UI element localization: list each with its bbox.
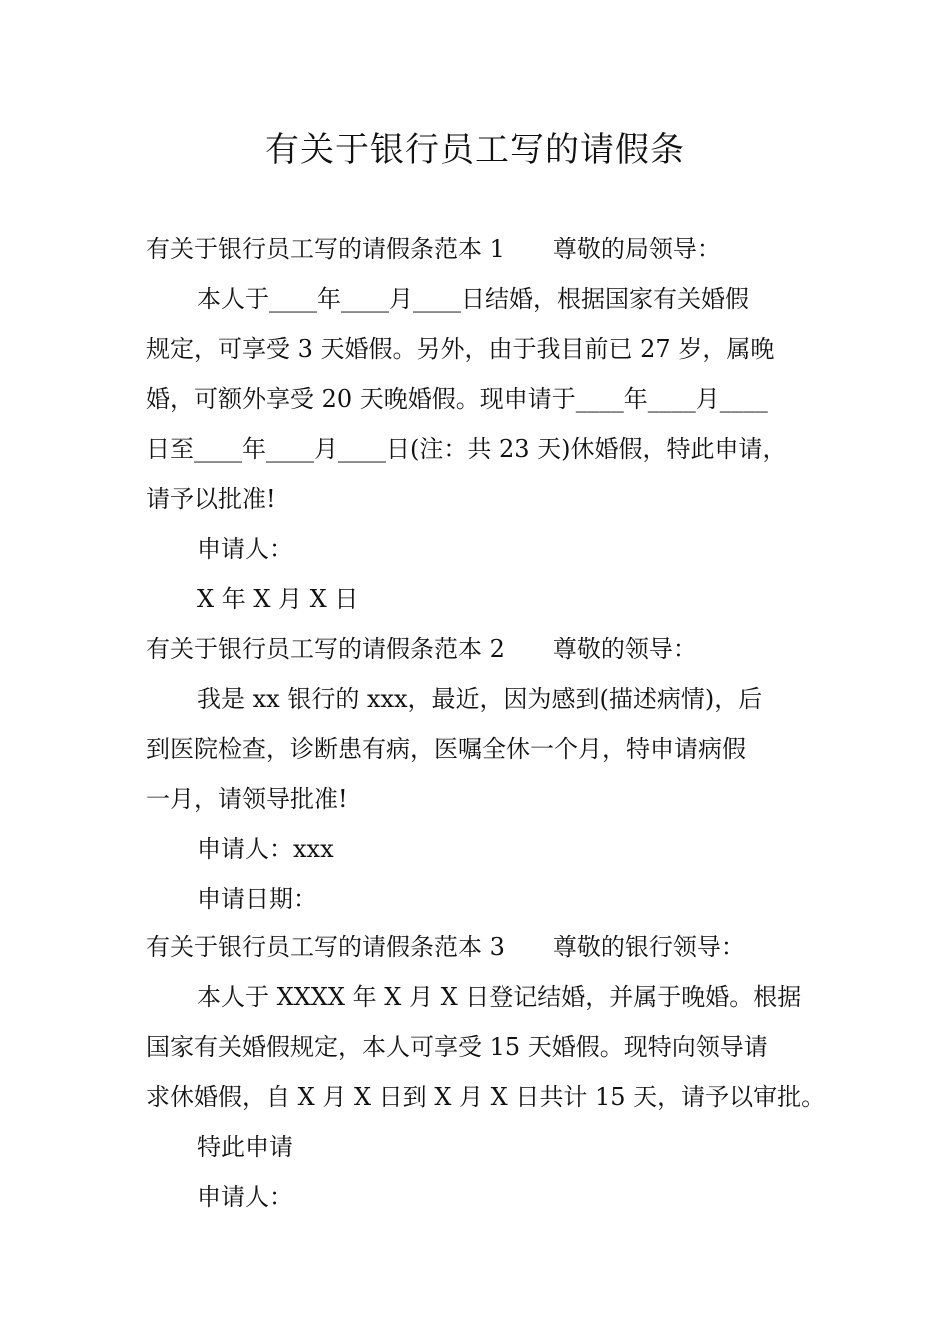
sample-1-heading-line — [146, 232, 721, 266]
sample-3-salutation: 尊敬的银行领导： — [552, 933, 745, 961]
sample-2-salutation: 尊敬的领导： — [552, 635, 697, 663]
sample-1-body-line-1: 本人于____年____月____日结婚，根据国家有关婚假 — [197, 285, 749, 313]
sample-1-applicant: 申请人： — [197, 535, 293, 563]
sample-3-body-line-1: 本人于 XXXX 年 X 月 X 日登记结婚，并属于晚婚。根据 — [197, 983, 802, 1011]
sample-2-heading-line — [146, 632, 697, 666]
sample-3-heading-line — [146, 930, 745, 964]
sample-3-heading: 有关于银行员工写的请假条范本 3 — [146, 933, 505, 961]
sample-3-body-line-3: 求休婚假，自 X 月 X 日到 X 月 X 日共计 15 天，请予以审批。 — [146, 1083, 826, 1111]
sample-3-body-line-2: 国家有关婚假规定，本人可享受 15 天婚假。现特向领导请 — [146, 1033, 768, 1061]
sample-1-date: X 年 X 月 X 日 — [197, 585, 359, 613]
sample-2-heading: 有关于银行员工写的请假条范本 2 — [146, 635, 505, 663]
sample-2-applicant: 申请人：xxx — [197, 835, 334, 863]
sample-2-date: 申请日期： — [197, 885, 317, 913]
sample-1-body-line-5: 请予以批准! — [146, 485, 276, 513]
document-title: 有关于银行员工写的请假条 — [265, 130, 685, 170]
sample-1-body-line-3: 婚，可额外享受 20 天晚婚假。现申请于____年____月____ — [146, 385, 768, 413]
sample-1-salutation: 尊敬的局领导： — [552, 235, 721, 263]
sample-1-body-line-2: 规定，可享受 3 天婚假。另外，由于我目前已 27 岁，属晚 — [146, 335, 775, 363]
sample-1-heading: 有关于银行员工写的请假条范本 1 — [146, 235, 505, 263]
sample-2-body-line-1: 我是 xx 银行的 xxx，最近，因为感到(描述病情)，后 — [197, 685, 763, 713]
sample-3-closing: 特此申请 — [197, 1133, 293, 1161]
sample-2-body-line-2: 到医院检查，诊断患有病，医嘱全休一个月，特申请病假 — [146, 735, 746, 763]
sample-1-body-line-4: 日至____年____月____日(注：共 23 天)休婚假，特此申请， — [146, 435, 787, 463]
sample-3-applicant: 申请人： — [197, 1183, 293, 1211]
sample-2-body-line-3: 一月，请领导批准! — [146, 785, 348, 813]
